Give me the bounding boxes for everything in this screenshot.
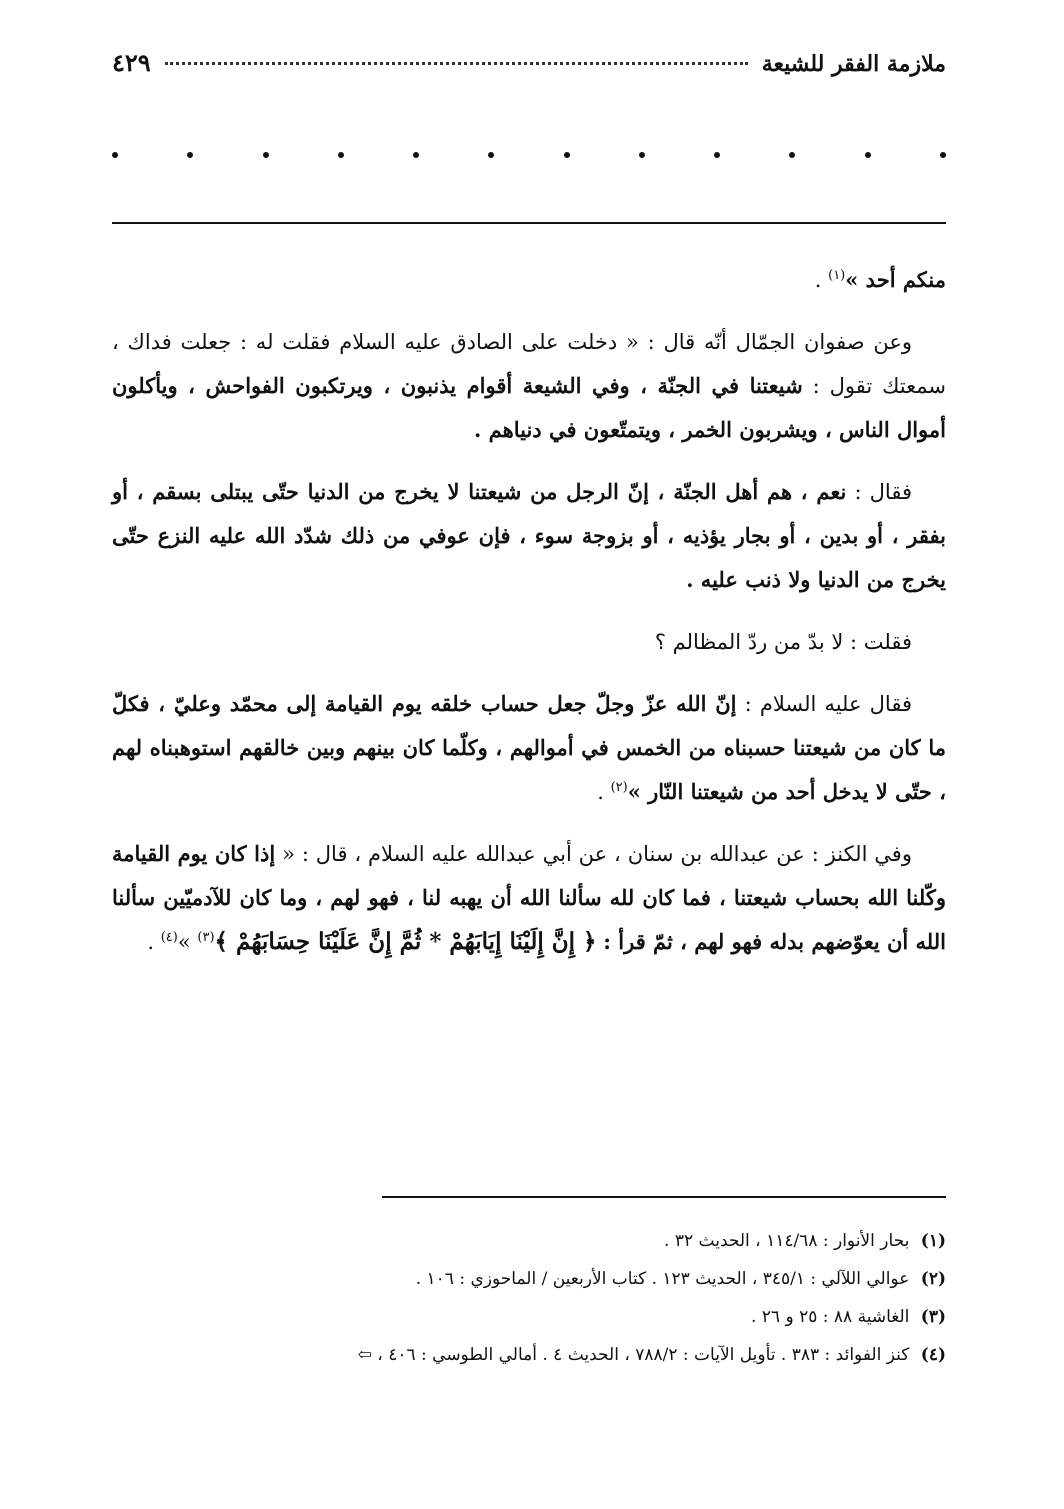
ornament-dot — [413, 152, 419, 158]
footnote-text: الغاشية ٨٨ : ٢٥ و ٢٦ . — [750, 1307, 910, 1327]
paragraph-5 — [112, 832, 946, 964]
p5-intro: وفي الكنز : عن عبدالله بن سنان ، عن أبي عبدالله عليه السلام ، قال : « — [282, 842, 912, 866]
main-text — [112, 258, 946, 982]
paragraph-2 — [112, 470, 946, 602]
footnote-text: بحار الأنوار : ١١٤/٦٨ ، الحديث ٣٢ . — [664, 1231, 910, 1251]
footnote-2 — [112, 1260, 946, 1298]
book-page — [112, 0, 946, 1509]
ornament-dot — [714, 152, 720, 158]
p2-hadith: نعم ، هم أهل الجنّة ، إنّ الرجل من شيعتنا لا يخرج من الدنيا حتّى يبتلى بسقم ، أو بفقر ، أو بدين ، أو بجار يؤذيه ، أو بزوجة سوء ، فإن عوفي من ذلك شدّد الله عليه النزع حتّى يخرج من الدنيا ولا ذنب عليه . — [112, 479, 946, 592]
footnote-ref-2: (٢) — [610, 780, 628, 795]
ornament-dot — [488, 152, 494, 158]
paragraph-1 — [112, 320, 946, 452]
footnote-number: (٣) — [920, 1307, 946, 1327]
paragraph-0 — [112, 258, 946, 302]
ornament-dot — [187, 152, 193, 158]
footnote-text: كنز الفوائد : ٣٨٣ . تأويل الآيات : ٧٨٨/٢ ، الحديث ٤ . أمالي الطوسي : ٤٠٦ ، ⇦ — [357, 1345, 910, 1365]
footnote-number: (٢) — [920, 1269, 946, 1289]
p3-text: فقلت : لا بدّ من ردّ المظالم ؟ — [654, 630, 912, 654]
paragraph-3 — [112, 620, 946, 664]
top-rule — [112, 222, 946, 224]
p5-tail: . — [147, 930, 155, 954]
footnote-text: عوالي اللآلي : ٣٤٥/١ ، الحديث ١٢٣ . كتاب الأربعين / الماحوزي : ١٠٦ . — [415, 1269, 910, 1289]
p4-hadith: إنّ الله عزّ وجلّ جعل حساب خلقه يوم القيامة إلى محمّد وعليّ ، فكلّ ما كان من شيعتنا حسبناه من الخمس في أموالهم ، وكلّما كان بينهم وبين خالقهم استوهبناه لهم ، حتّى لا يدخل أحد من شيعتنا النّار » — [112, 691, 946, 804]
footnote-ref-3: (٣) — [197, 930, 215, 945]
page-number: ٤٢٩ — [112, 48, 151, 77]
dotted-leader — [165, 62, 748, 65]
ornament-dot — [789, 152, 795, 158]
running-header-title: ملازمة الفقر للشيعة — [761, 51, 946, 77]
footnote-number: (١) — [920, 1231, 946, 1251]
footnote-ref-1: (١) — [828, 268, 846, 283]
ornament-dot — [865, 152, 871, 158]
running-header — [112, 48, 946, 88]
p0-tail: . — [814, 268, 822, 292]
ornament-divider — [112, 140, 946, 170]
p2-intro: فقال : — [854, 480, 912, 504]
p1-hadith: شيعتنا في الجنّة ، وفي الشيعة أقوام يذنبون ، ويرتكبون الفواحش ، ويأكلون أموال الناس ، ويشربون الخمر ، ويتمتّعون في دنياهم . — [112, 373, 946, 442]
p5-close-quote: » — [177, 930, 191, 954]
footnote-4 — [112, 1336, 946, 1374]
footnote-number: (٤) — [920, 1345, 946, 1365]
footnote-1 — [112, 1222, 946, 1260]
ornament-dot — [112, 152, 118, 158]
ornament-dot — [639, 152, 645, 158]
ornament-dot — [338, 152, 344, 158]
footnote-rule — [382, 1196, 946, 1198]
p1-intro: وعن صفوان الجمّال أنّه قال : « دخلت على الصادق عليه السلام فقلت له : جعلت فداك ، سمعتك تقول : — [112, 330, 946, 398]
quran-verse: ﴿ إِنَّ إِلَيْنَا إِيَابَهُمْ * ثُمَّ إِنَّ عَلَيْنَا حِسَابَهُمْ ﴾ — [214, 928, 597, 955]
p4-tail: . — [597, 780, 604, 804]
ornament-dot — [564, 152, 570, 158]
p4-intro: فقال عليه السلام : — [744, 692, 912, 716]
p0-text: منكم أحد » — [845, 267, 946, 292]
ornament-dot — [263, 152, 269, 158]
footnote-ref-4: (٤) — [160, 930, 178, 945]
footnote-3 — [112, 1298, 946, 1336]
p5-hadith: إذا كان يوم القيامة وكّلنا الله بحساب شيعتنا ، فما كان لله سألنا الله أن يهبه لنا ، فهو لهم ، وما كان للآدميّين سألنا الله أن يعوّضهم بدله فهو لهم ، ثمّ قرأ : — [112, 841, 946, 954]
ornament-dot — [940, 152, 946, 158]
paragraph-4 — [112, 682, 946, 814]
footnotes — [112, 1222, 946, 1374]
